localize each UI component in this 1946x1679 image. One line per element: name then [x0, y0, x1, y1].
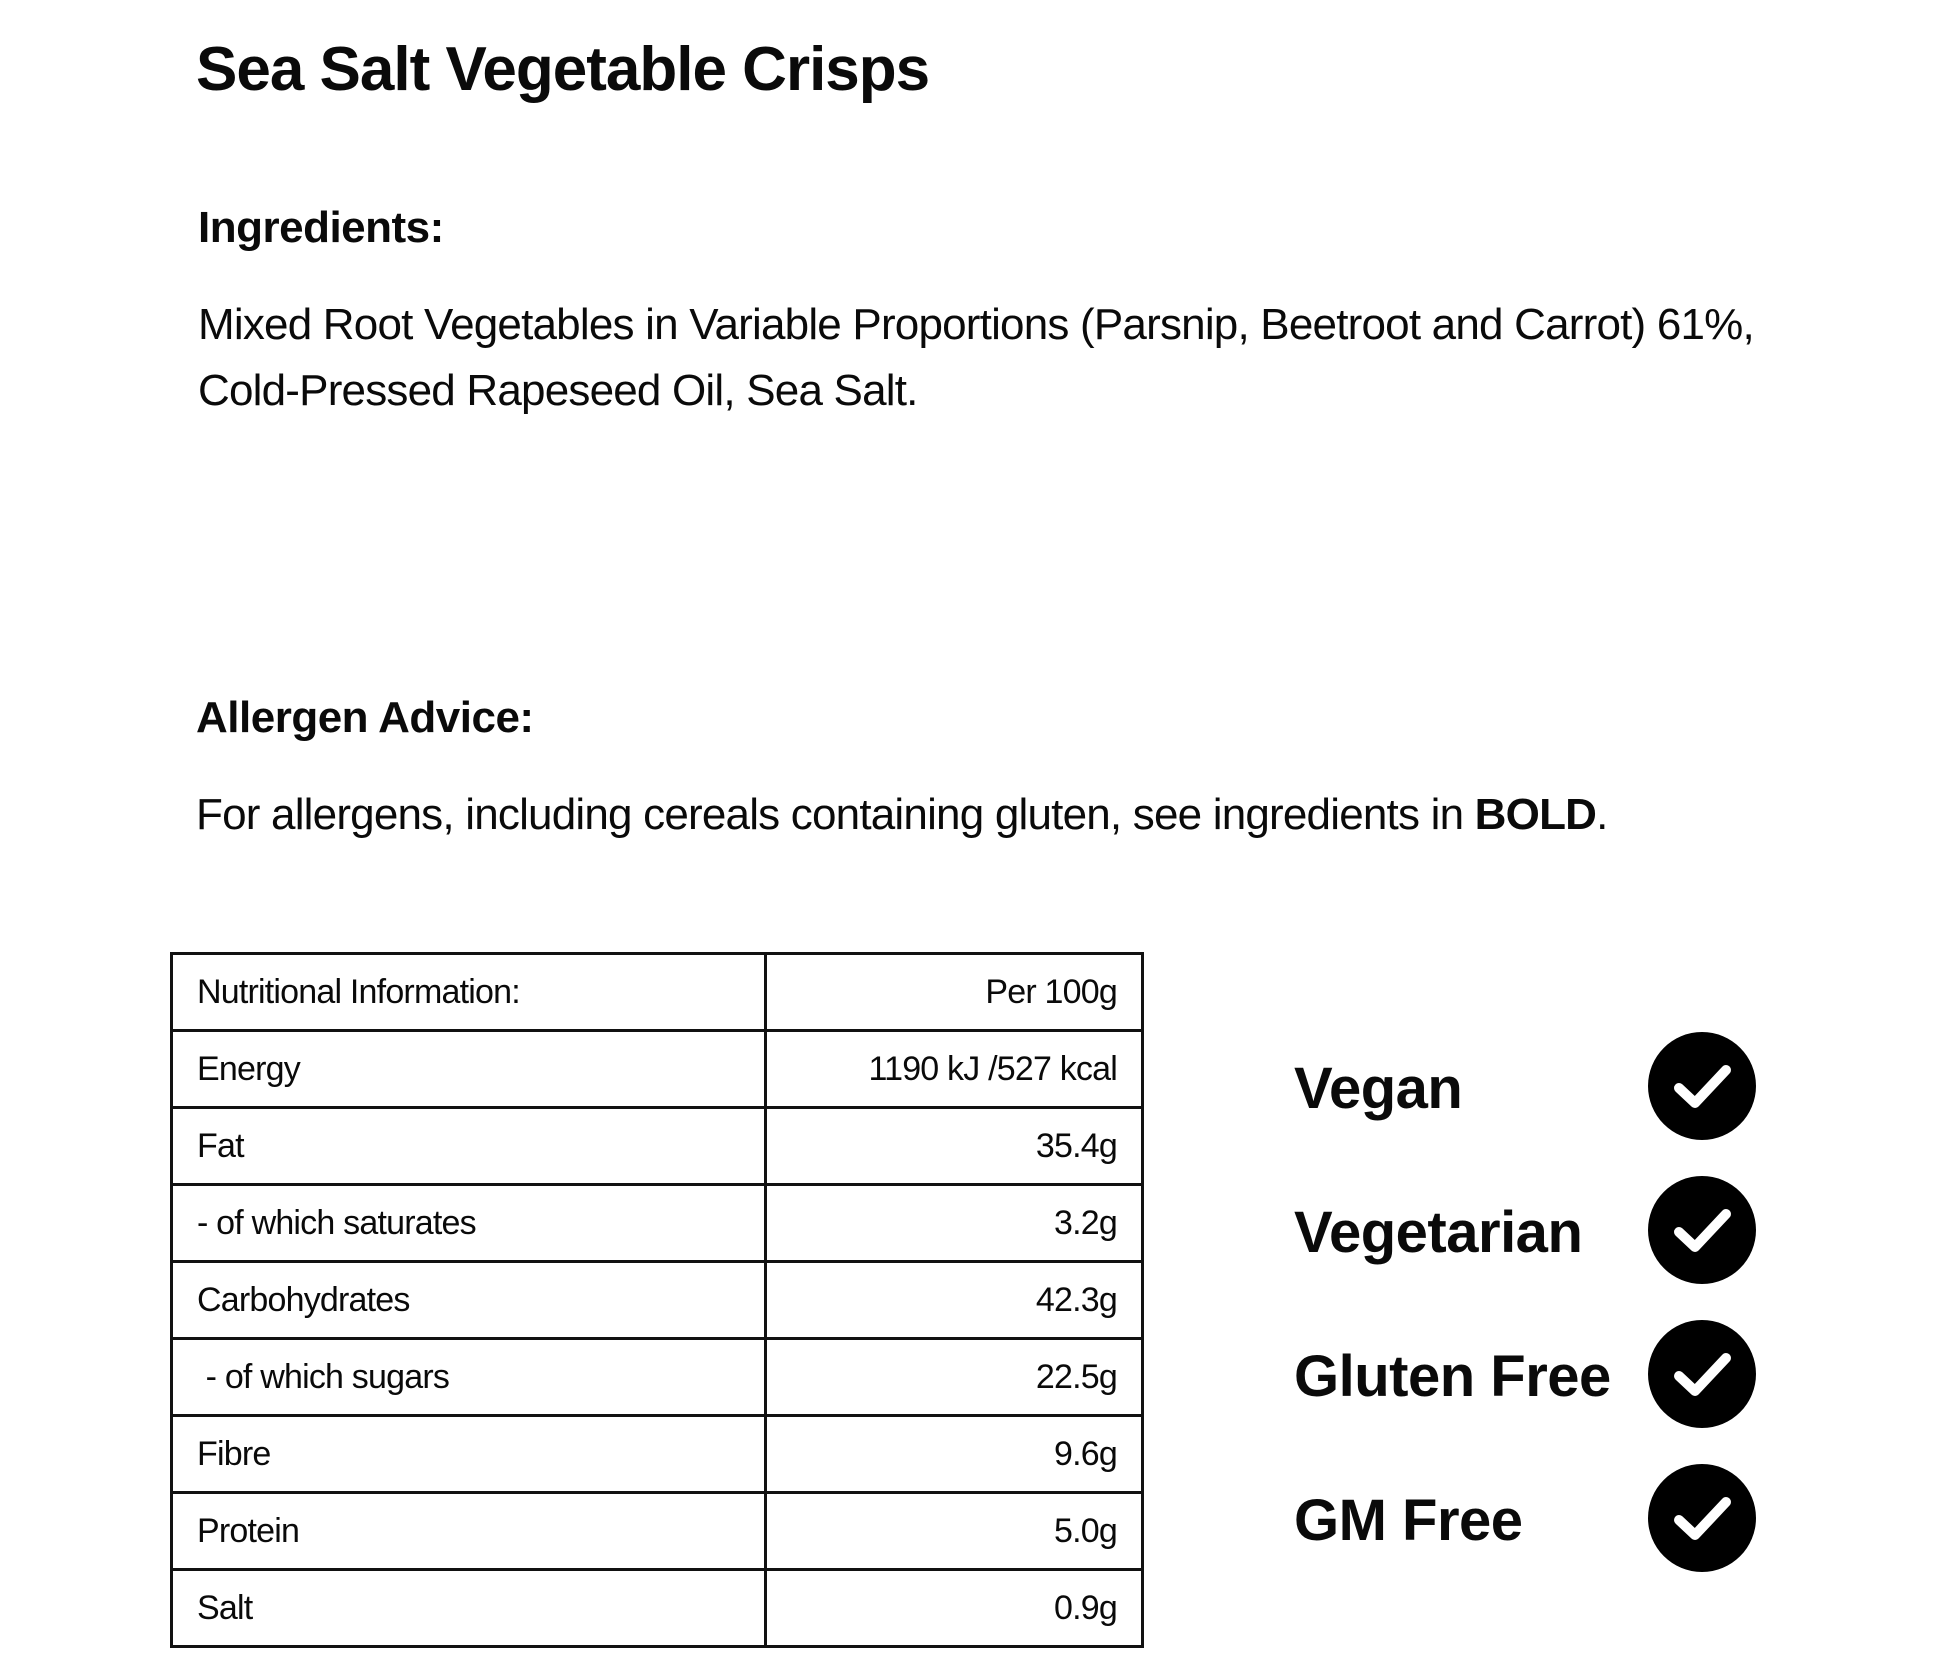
ingredients-line: Cold-Pressed Rapeseed Oil, Sea Salt.: [198, 366, 918, 415]
table-row: [172, 1339, 1143, 1416]
allergen-advice-text: [196, 782, 1836, 848]
table-row: [172, 1262, 1143, 1339]
nutrition-header-value: Per 100g: [766, 954, 1143, 1031]
table-row: [172, 1108, 1143, 1185]
nutrient-label: Carbohydrates: [172, 1262, 766, 1339]
claim-label: Vegetarian: [1294, 1200, 1583, 1265]
nutrient-value: 0.9g: [766, 1570, 1143, 1647]
nutrient-label: - of which saturates: [172, 1185, 766, 1262]
allergen-text-bold: BOLD: [1474, 790, 1597, 839]
nutrient-label: Energy: [172, 1031, 766, 1108]
table-row: [172, 1416, 1143, 1493]
allergen-text-before: For allergens, including cereals containing gluten, see ingredients in: [196, 790, 1475, 839]
nutrient-value: 42.3g: [766, 1262, 1143, 1339]
nutrient-label: Fibre: [172, 1416, 766, 1493]
nutrient-label: Protein: [172, 1493, 766, 1570]
nutrition-header-label: Nutritional Information:: [172, 954, 766, 1031]
claim-gluten-free: [1294, 1314, 1774, 1458]
check-circle-icon: [1648, 1464, 1756, 1572]
claim-label: GM Free: [1294, 1488, 1523, 1553]
ingredients-line: Mixed Root Vegetables in Variable Proportions (Parsnip, Beetroot and Carrot) 61%,: [198, 300, 1754, 349]
check-circle-icon: [1648, 1320, 1756, 1428]
claim-vegetarian: [1294, 1170, 1774, 1314]
ingredients-heading: Ingredients:: [198, 203, 444, 252]
page-title: Sea Salt Vegetable Crisps: [196, 35, 930, 104]
table-row: [172, 1493, 1143, 1570]
table-row: [172, 1570, 1143, 1647]
nutrient-label: Salt: [172, 1570, 766, 1647]
nutrition-header-row: [172, 954, 1143, 1031]
check-circle-icon: [1648, 1176, 1756, 1284]
nutrient-label: Fat: [172, 1108, 766, 1185]
claim-gm-free: [1294, 1458, 1774, 1602]
nutrition-table: [170, 952, 1144, 1648]
nutrient-value: 9.6g: [766, 1416, 1143, 1493]
nutrient-value: 35.4g: [766, 1108, 1143, 1185]
ingredients-text: [198, 292, 1838, 424]
allergen-text-after: .: [1596, 790, 1608, 839]
claim-vegan: [1294, 1026, 1774, 1170]
table-row: [172, 1031, 1143, 1108]
claim-label: Gluten Free: [1294, 1344, 1611, 1409]
claim-label: Vegan: [1294, 1056, 1463, 1121]
nutrition-table-body: [172, 954, 1143, 1647]
dietary-claims-list: [1294, 1026, 1774, 1602]
nutrient-value: 22.5g: [766, 1339, 1143, 1416]
check-circle-icon: [1648, 1032, 1756, 1140]
nutrient-value: 3.2g: [766, 1185, 1143, 1262]
nutrient-label: - of which sugars: [172, 1339, 766, 1416]
table-row: [172, 1185, 1143, 1262]
nutrient-value: 5.0g: [766, 1493, 1143, 1570]
nutrient-value: 1190 kJ /527 kcal: [766, 1031, 1143, 1108]
allergen-heading: Allergen Advice:: [196, 693, 534, 742]
